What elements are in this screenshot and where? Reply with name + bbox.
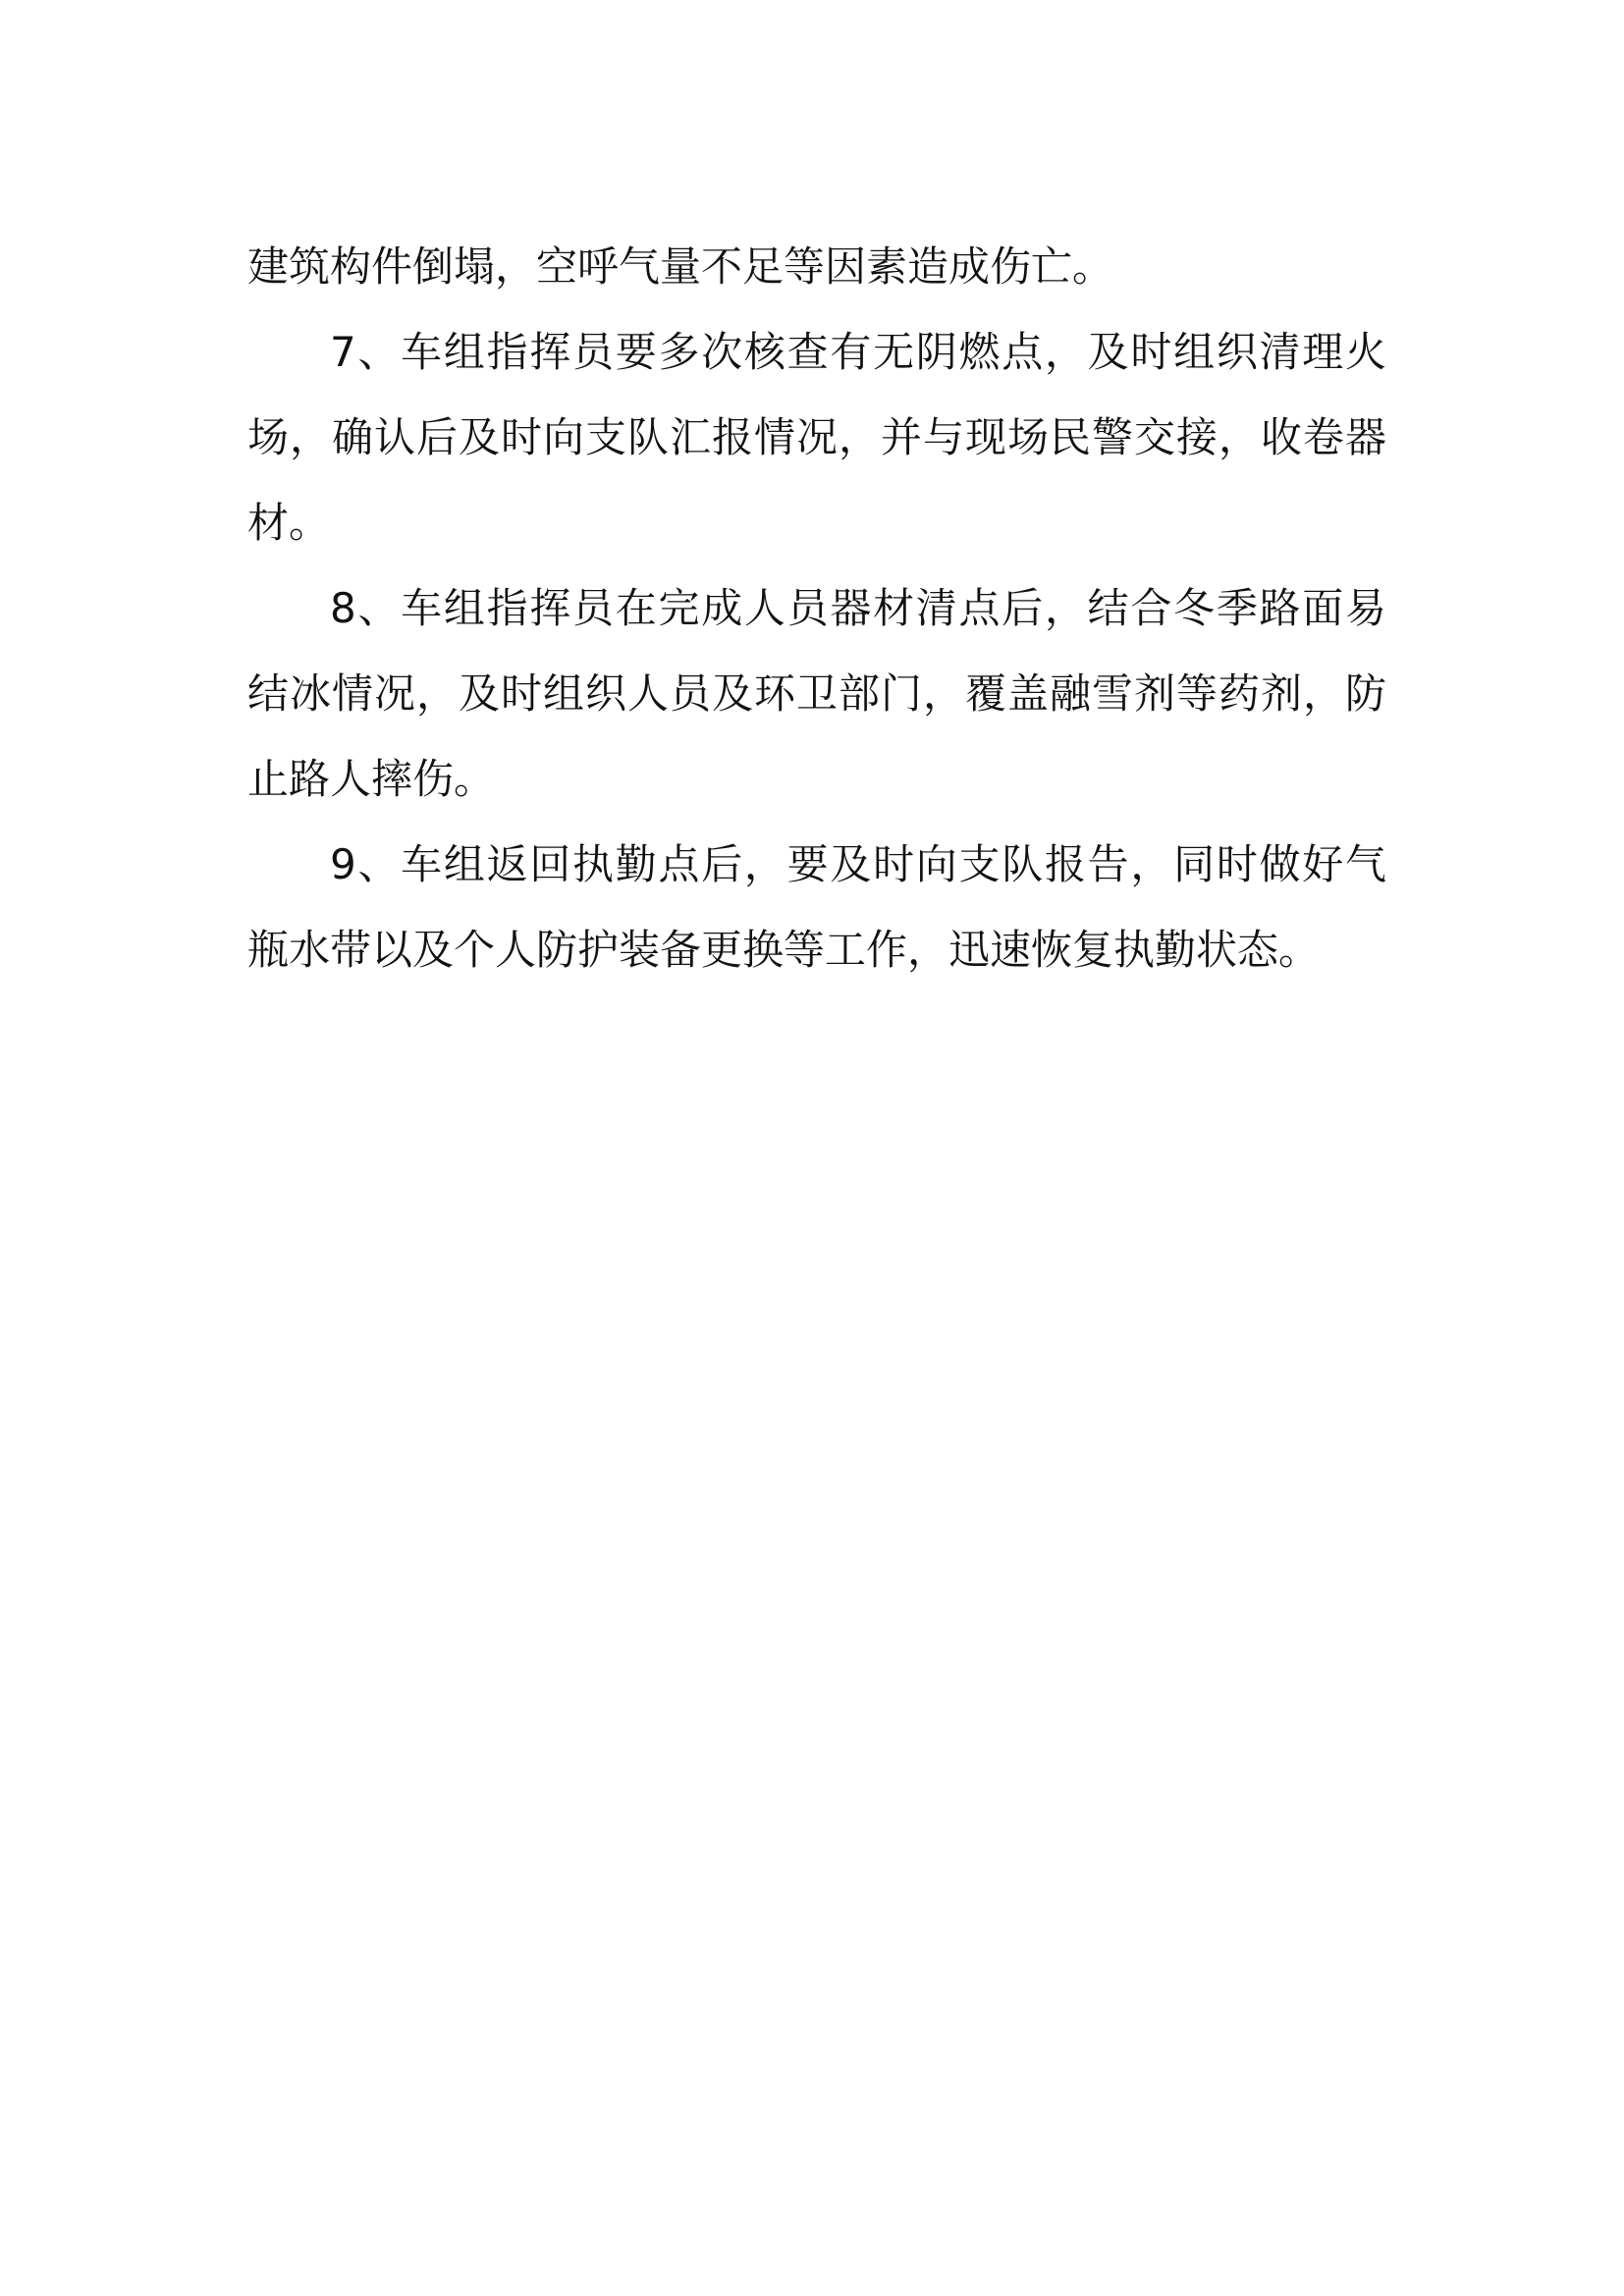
document-body [247, 224, 1386, 992]
paragraph-item-8: 8、车组指挥员在完成人员器材清点后，结合冬季路面易结冰情况，及时组织人员及环卫部门，覆盖融雪剂等药剂，防止路人摔伤。 [247, 584, 1386, 803]
paragraph-item-9: 9、车组返回执勤点后，要及时向支队报告，同时做好气瓶水带以及个人防护装备更换等工作，迅速恢复执勤状态。 [247, 840, 1386, 974]
paragraph-item-7: 7、车组指挥员要多次核查有无阴燃点，及时组织清理火场，确认后及时向支队汇报情况，并与现场民警交接，收卷器材。 [247, 328, 1386, 547]
paragraph-continuation: 建筑构件倒塌，空呼气量不足等因素造成伤亡。 [247, 242, 1114, 291]
